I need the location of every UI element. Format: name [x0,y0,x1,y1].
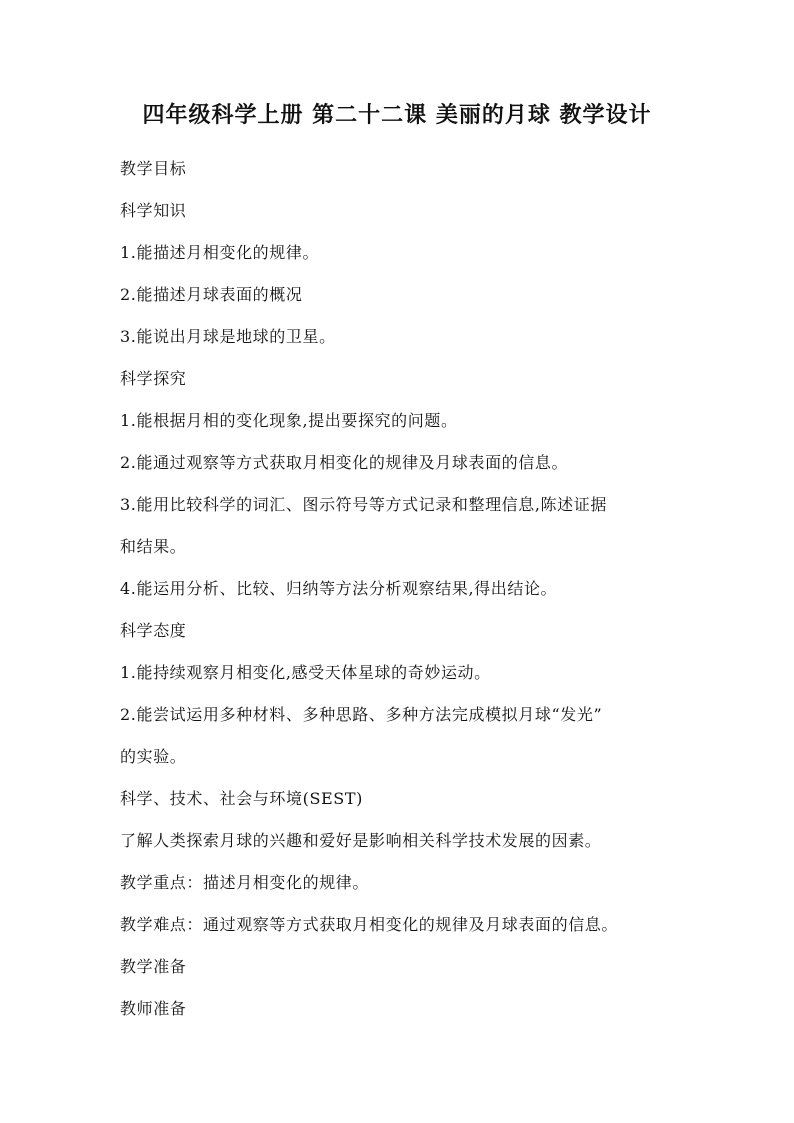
subheading-teacher-preparation: 教师准备 [120,999,187,1018]
paragraph: 了解人类探索月球的兴趣和爱好是影响相关科学技术发展的因素。 [120,831,602,850]
list-item: 4.能运用分析、比较、归纳等方法分析观察结果,得出结论。 [120,579,558,598]
list-item: 2.能描述月球表面的概况 [120,285,303,304]
document-title: 四年级科学上册 第二十二课 美丽的月球 教学设计 [142,103,652,128]
list-item-continuation: 的实验。 [120,747,187,766]
list-item: 3.能用比较科学的词汇、图示符号等方式记录和整理信息,陈述证据 [120,495,607,514]
document-body [120,148,682,1030]
section-heading-teaching-preparation: 教学准备 [120,957,187,976]
subheading-science-attitude: 科学态度 [120,621,187,640]
teaching-key-point: 教学重点：描述月相变化的规律。 [120,873,370,892]
list-item: 2.能通过观察等方式获取月相变化的规律及月球表面的信息。 [120,453,569,472]
list-item: 1.能持续观察月相变化,感受天体星球的奇妙运动。 [120,663,491,682]
subheading-sest: 科学、技术、社会与环境(SEST) [120,789,363,808]
list-item: 3.能说出月球是地球的卫星。 [120,327,336,346]
list-item: 1.能根据月相的变化现象,提出要探究的问题。 [120,411,458,430]
teaching-difficulty: 教学难点：通过观察等方式获取月相变化的规律及月球表面的信息。 [120,915,619,934]
list-item: 1.能描述月相变化的规律。 [120,243,320,262]
list-item: 2.能尝试运用多种材料、多种思路、多种方法完成模拟月球“发光” [120,705,603,724]
list-item-continuation: 和结果。 [120,537,187,556]
section-heading-teaching-goals: 教学目标 [120,159,187,178]
subheading-science-knowledge: 科学知识 [120,201,187,220]
subheading-science-inquiry: 科学探究 [120,369,187,388]
